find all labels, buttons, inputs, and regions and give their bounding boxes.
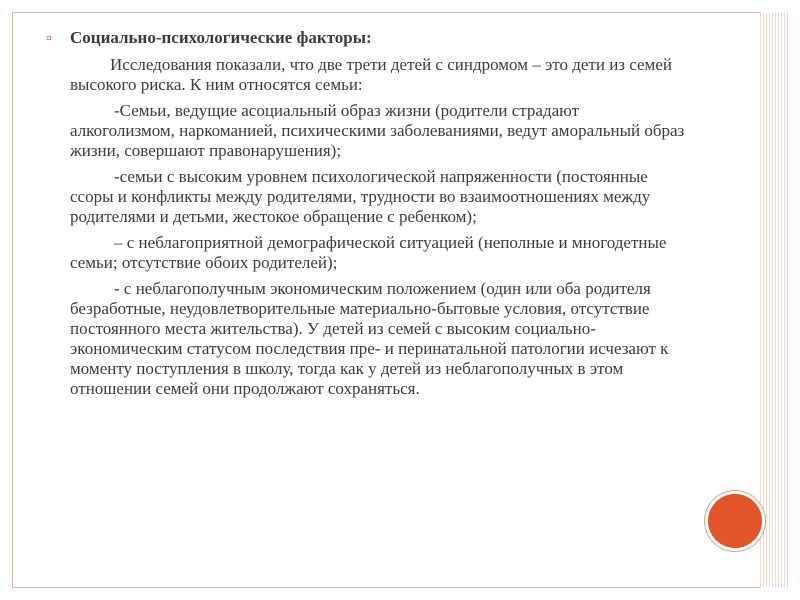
slide-title: Социально-психологические факторы: (70, 28, 372, 47)
decorative-stripes (760, 12, 788, 588)
accent-circle (708, 494, 762, 548)
paragraph-intro (70, 55, 686, 95)
paragraph-text: -семьи с высоким уровнем психологической напряженности (постоянные ссоры и конфликты между родителями, трудности во взаимоотношениях между родителями и детьми, жестокое обращение с ребенком); (70, 167, 651, 226)
text-body (70, 55, 686, 399)
paragraph-demographic (70, 233, 686, 273)
paragraph-text: Исследования показали, что две трети детей с синдромом – это дети из семей высокого риска. К ним относятся семьи: (70, 55, 672, 94)
heading-row (46, 28, 686, 49)
paragraph-text: – с неблагоприятной демографической ситуацией (неполные и многодетные семьи; отсутствие обоих родителей); (70, 233, 667, 272)
paragraph-tension (70, 167, 686, 227)
slide-content (46, 28, 686, 405)
paragraph-economic (70, 279, 686, 399)
paragraph-text: - с неблагополучным экономическим положением (один или оба родителя безработные, неудовлетворительные материально-бытовые условия, отсутствие постоянного места жительства). У детей из семей с высоким социально-экономическим статусом последствия пре- и перинатальной патологии исчезают к моменту поступления в школу, тогда как у детей из неблагополучных в этом отношении семей они продолжают сохраняться. (70, 279, 669, 398)
paragraph-text: -Семьи, ведущие асоциальный образ жизни (родители страдают алкоголизмом, наркоманией, психическими заболеваниями, ведут аморальный образ жизни, совершают правонарушения); (70, 101, 685, 160)
paragraph-asocial (70, 101, 686, 161)
square-bullet-icon: ▫ (46, 30, 52, 47)
